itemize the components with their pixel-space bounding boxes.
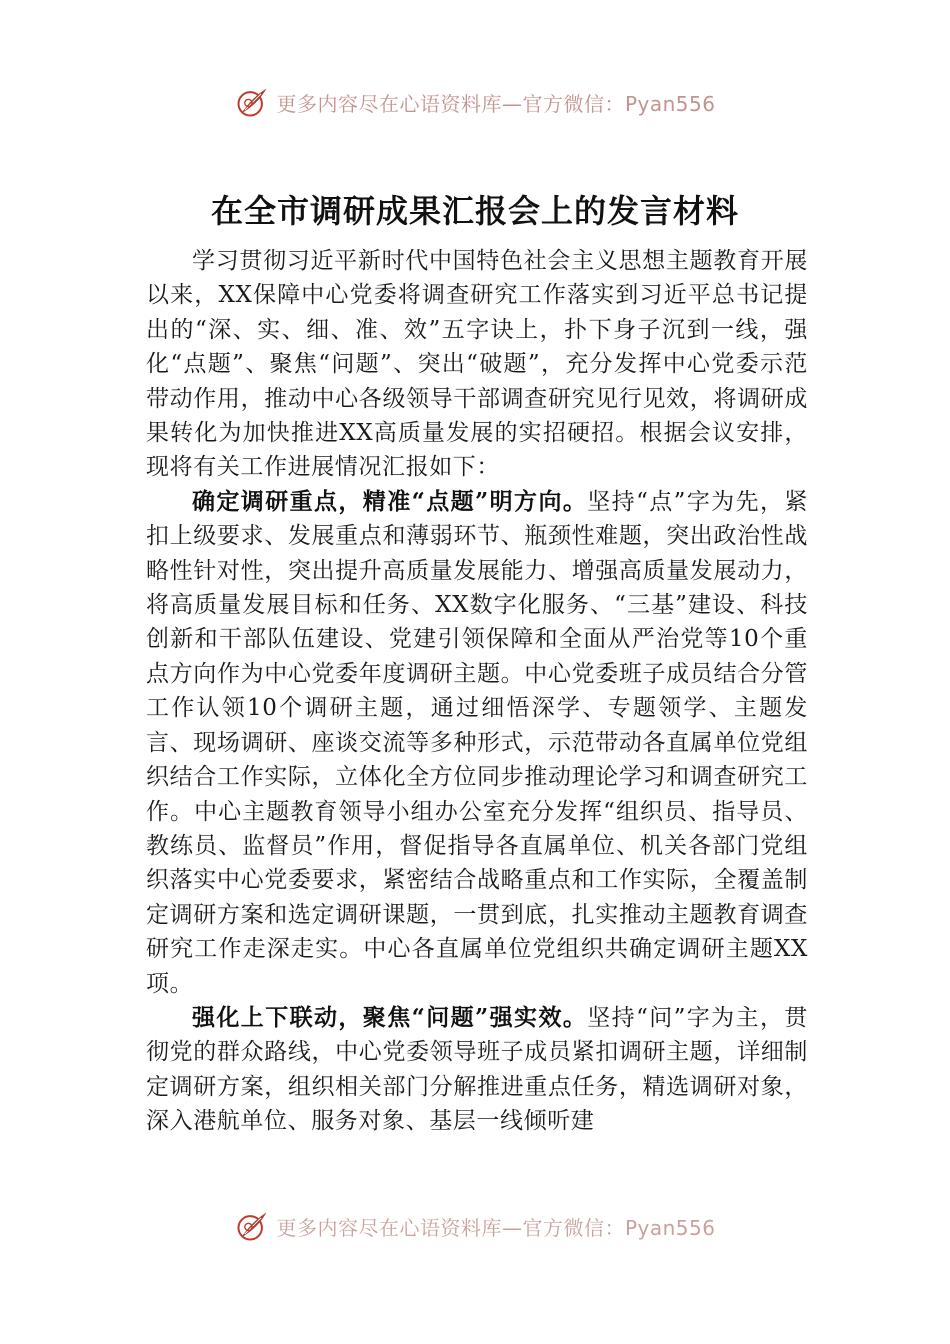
header-watermark-banner (0, 78, 950, 126)
document-title: 在全市调研成果汇报会上的发言材料 (210, 192, 739, 230)
paragraph-intro (146, 244, 808, 485)
paragraph-text: 坚持“问”字为主，贯彻党的群众路线，中心党委领导班子成员紧扣调研主题，详细制定调研方案，组织相关部门分解推进重点任务，精选调研对象，深入港航单位、服务对象、基层一线倾听建 (146, 1004, 808, 1135)
watermark-text: 更多内容尽在心语资料库—官方微信：Pyan556 (276, 1215, 716, 1240)
section-heading: 强化上下联动，聚焦“问题”强实效。 (192, 1003, 588, 1031)
feather-pen-logo-icon (234, 84, 270, 120)
watermark-text: 更多内容尽在心语资料库—官方微信：Pyan556 (276, 91, 716, 116)
paragraph-text: 学习贯彻习近平新时代中国特色社会主义思想主题教育开展以来，XX保障中心党委将调查研究工作落实到习近平总书记提出的“深、实、细、准、效”五字诀上，扑下身子沉到一线，强化“点题”、聚焦“问题”、突出“破题”，充分发挥中心党委示范带动作用，推动中心各级领导干部调查研究见行见效，将调研成果转化为加快推进XX高质量发展的实招硬招。根据会议安排，现将有关工作进展情况汇报如下： (146, 248, 808, 481)
paragraph-text: 坚持“点”字为先，紧扣上级要求、发展重点和薄弱环节、瓶颈性难题，突出政治性战略性针对性，突出提升高质量发展能力、增强高质量发展动力，将高质量发展目标和任务、XX数字化服务、“三基”建设、科技创新和干部队伍建设、党建引领保障和全面从严治党等10个重点方向作为中心党委年度调研主题。中心党委班子成员结合分管工作认领10个调研主题，通过细悟深学、专题领学、主题发言、现场调研、座谈交流等多种形式，示范带动各直属单位党组织结合工作实际，立体化全方位同步推动理论学习和调查研究工作。中心主题教育领导小组办公室充分发挥“组织员、指导员、教练员、监督员”作用，督促指导各直属单位、机关各部门党组织落实中心党委要求，紧密结合战略重点和工作实际，全覆盖制定调研方案和选定调研课题，一贯到底，扎实推动主题教育调查研究工作走深走实。中心各直属单位党组织共确定调研主题XX项。 (146, 488, 808, 997)
footer-watermark-banner (0, 1201, 950, 1243)
paragraph-section-2 (146, 1001, 808, 1139)
document-body (146, 244, 808, 1139)
feather-pen-logo-icon (234, 1208, 270, 1243)
paragraph-section-1 (146, 485, 808, 1001)
section-heading: 确定调研重点，精准“点题”明方向。 (192, 487, 588, 515)
